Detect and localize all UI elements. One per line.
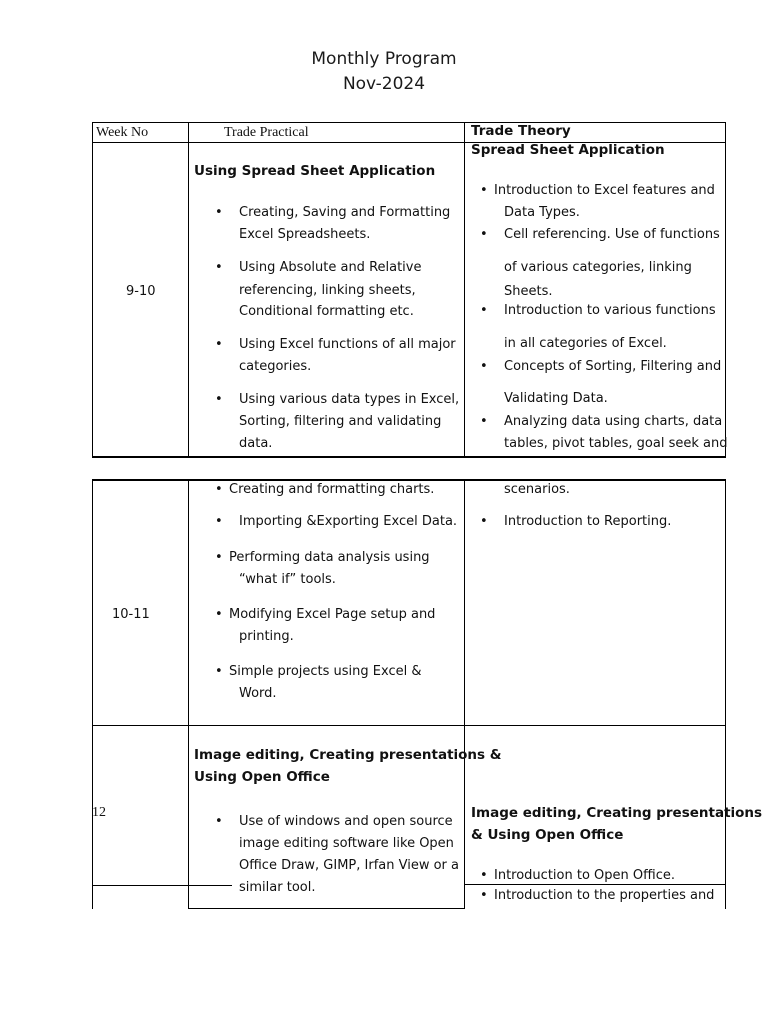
practical-item-line: Performing data analysis using — [229, 550, 430, 565]
practical-item-line: Simple projects using Excel & — [229, 664, 422, 679]
theory-item-line: Validating Data. — [504, 391, 608, 406]
practical-heading: Using Open Office — [194, 769, 330, 785]
practical-item-line: Using Excel functions of all major — [239, 337, 456, 352]
theory-item-line: Introduction to Reporting. — [504, 514, 672, 529]
header-trade-theory: Trade Theory — [471, 123, 571, 139]
row12-practical-bottom-rule — [188, 908, 465, 909]
theory-item-line: scenarios. — [504, 482, 570, 497]
bullet-icon: • — [215, 482, 223, 497]
practical-item-line: data. — [239, 436, 273, 451]
block1-right-rule — [725, 122, 726, 458]
theory-item-line: Concepts of Sorting, Filtering and — [504, 359, 722, 374]
week-cell: 10-11 — [112, 607, 150, 622]
bullet-icon: • — [215, 205, 223, 220]
bullet-icon: • — [215, 514, 223, 529]
bullet-icon: • — [215, 337, 223, 352]
row12-partial-rule — [92, 885, 232, 886]
theory-item-line: Introduction to various functions — [504, 303, 716, 318]
bullet-icon: • — [215, 607, 223, 622]
practical-item-line: Excel Spreadsheets. — [239, 227, 371, 242]
document-month: Nov-2024 — [342, 74, 426, 94]
practical-heading: Image editing, Creating presentations & — [194, 747, 502, 763]
bullet-icon: • — [480, 359, 488, 374]
theory-item-line: tables, pivot tables, goal seek and — [504, 436, 728, 451]
bullet-icon: • — [480, 183, 488, 198]
bullet-icon: • — [215, 664, 223, 679]
bullet-icon: • — [480, 514, 488, 529]
practical-item-line: Sorting, filtering and validating — [239, 414, 442, 429]
practical-item-line: Word. — [239, 686, 277, 701]
header-week-no: Week No — [96, 125, 149, 140]
theory-heading: Image editing, Creating presentations — [471, 805, 763, 821]
theory-item-line: Cell referencing. Use of functions — [504, 227, 720, 242]
block2-col1-rule — [188, 479, 189, 909]
practical-item-line: Creating, Saving and Formatting — [239, 205, 451, 220]
practical-item-line: Creating and formatting charts. — [229, 482, 435, 497]
bullet-icon: • — [480, 303, 488, 318]
theory-item-line: Introduction to Excel features and — [494, 183, 715, 198]
bullet-icon: • — [480, 888, 488, 903]
document-title: Monthly Program — [311, 49, 457, 69]
block2-right-rule — [725, 479, 726, 909]
theory-item-line: Introduction to Open Office. — [494, 868, 675, 883]
bullet-icon: • — [215, 392, 223, 407]
block1-col1-rule — [188, 122, 189, 458]
bullet-icon: • — [215, 814, 223, 829]
practical-item-line: categories. — [239, 359, 312, 374]
block2-col2-rule — [464, 479, 465, 909]
bullet-icon: • — [480, 227, 488, 242]
bullet-icon: • — [215, 550, 223, 565]
practical-heading: Using Spread Sheet Application — [194, 163, 436, 179]
week-cell: 12 — [92, 805, 106, 820]
block1-col2-rule — [464, 122, 465, 458]
practical-item-line: referencing, linking sheets, — [239, 283, 416, 298]
theory-item-line: Data Types. — [504, 205, 580, 220]
practical-item-line: Conditional formatting etc. — [239, 304, 414, 319]
theory-item-line: Sheets. — [504, 284, 553, 299]
practical-item-line: printing. — [239, 629, 294, 644]
theory-item-line: of various categories, linking — [504, 260, 692, 275]
theory-item-line: in all categories of Excel. — [504, 336, 667, 351]
practical-item-line: Modifying Excel Page setup and — [229, 607, 436, 622]
practical-item-line: “what if” tools. — [239, 572, 336, 587]
bullet-icon: • — [480, 868, 488, 883]
theory-heading: Spread Sheet Application — [471, 142, 665, 158]
practical-item-line: image editing software like Open — [239, 836, 454, 851]
theory-item-line: Analyzing data using charts, data — [504, 414, 723, 429]
bullet-icon: • — [480, 414, 488, 429]
practical-item-line: Office Draw, GIMP, Irfan View or a — [239, 858, 459, 873]
week-cell: 9-10 — [126, 284, 156, 299]
block2-left-rule — [92, 479, 93, 909]
practical-item-line: similar tool. — [239, 880, 316, 895]
theory-item-line: Introduction to the properties and — [494, 888, 715, 903]
bullet-icon: • — [215, 260, 223, 275]
practical-item-line: Using Absolute and Relative — [239, 260, 422, 275]
practical-item-line: Importing &Exporting Excel Data. — [239, 514, 458, 529]
practical-item-line: Use of windows and open source — [239, 814, 453, 829]
header-trade-practical: Trade Practical — [224, 125, 309, 140]
theory-heading: & Using Open Office — [471, 827, 624, 843]
practical-item-line: Using various data types in Excel, — [239, 392, 460, 407]
block1-left-rule — [92, 122, 93, 458]
